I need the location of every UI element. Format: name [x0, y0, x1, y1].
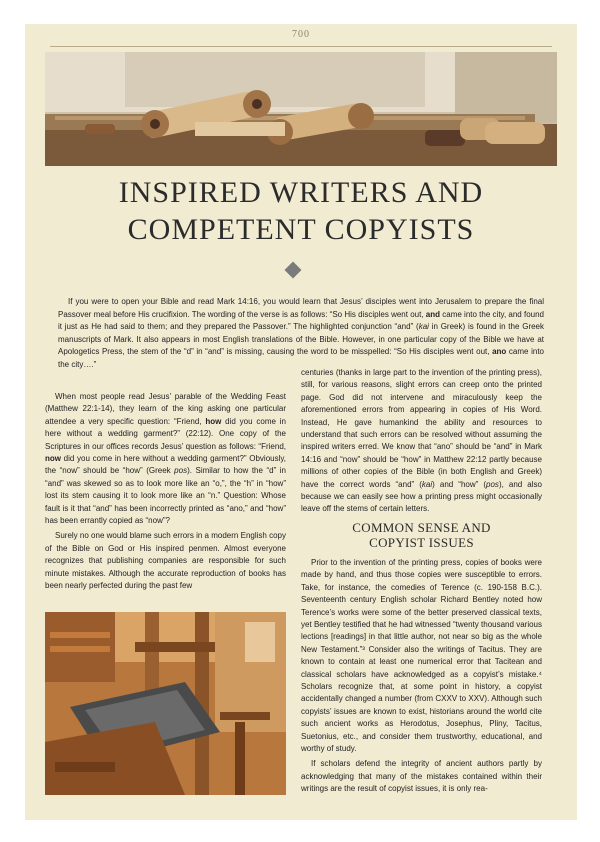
intro-paragraph: [58, 296, 544, 371]
section-subheading: [301, 520, 542, 551]
right-column: [301, 367, 542, 799]
left-p1-text-a: When most people read Jesus’ parable of the Wedding Feast (Matthew 22:1-14), they learn of the king asking one particular attendee a very specific question: “Friend,: [45, 392, 286, 426]
left-p1-bold-now: now: [45, 454, 61, 464]
intro-text-2: came into the city, and found it just as He had said to them; and they prepared the Passover.” The highlighted conjunction “and” (: [58, 309, 544, 331]
intro-bold-ano: ano: [492, 347, 507, 356]
right-p1-text-c: ), and also because we can easily see how a printing press might occasionally leave off the stems of certain letters.: [301, 479, 542, 514]
intro-text-3: in Greek) is found in the Greek manuscripts of Mark. It also appears in most English translations of the Bible. However, in one particular copy of the Bible we have at Apologetics Press, the stem of the “d” in “and” is missing, causing the word to be misspelled: “So His disciples went out,: [58, 322, 545, 356]
right-paragraph-1: [301, 367, 542, 516]
left-p1-italic-pos: pos: [174, 466, 188, 476]
title-line-1: INSPIRED WRITERS AND: [118, 176, 484, 209]
left-paragraph-2: Surely no one would blame such errors in a modern English copy of the Bible on God or His inspired penmen. Almost everyone recognizes that publishing companies are responsible for such minute mistakes. Although the accurate reproduction of books has been nearly perfected during the past few: [45, 531, 286, 591]
subheading-line-1: COMMON SENSE AND: [352, 519, 491, 535]
intro-text-4: came into the city….”: [58, 347, 544, 369]
left-p1-text-c: did you come in here without a wedding garment?” Obviously, the “now” should be “how” (Greek: [45, 454, 286, 476]
title-line-2: COMPETENT COPYISTS: [127, 213, 475, 246]
left-column: [45, 391, 286, 609]
right-p1-text-a: centuries (thanks in large part to the invention of the printing press), still, for various reasons, slight errors can creep onto the printed page. God did not intervene and miraculously keep the aforementioned errors from appearing in copies of His Word. Instead, He gave humankind the ability and resources to understand that such errors can be resolved without assuming the inspired writers erred. We know that “ano” should be “and” in Mark 14:16 and “now” should be “how” in Matthew 22:12 partly because millions of other copies of the Bible (in both English and Greek) have the correct words “and” (: [301, 368, 542, 489]
printing-press-photo: [45, 612, 286, 795]
right-p1-italic-pos: pos: [486, 479, 499, 489]
right-p1-italic-kai: kai: [421, 479, 433, 489]
scrolls-photo: [45, 52, 557, 166]
page: [25, 24, 577, 820]
left-p1-bold-how: how: [205, 416, 222, 426]
diamond-ornament: [285, 262, 302, 279]
right-paragraph-2: Prior to the invention of the printing press, copies of books were made by hand, and thus those copies were susceptible to errors. Take, for instance, the comedies of Terence (c. 190-158 B.C.). Seventeenth century English scholar Richard Bentley noted how Terence’s works were some of the better preserved classical texts, yet Bentley testified that he had witnessed “twenty thousand various lections [readings] in that little author, not near so big as the whole New Testament.”³ Consider also the writings of Tacitus. They are known to contain at least one numerical error that Tacitean and classical scholars have acknowledged as a copyist’s mistake.⁴ Scholars recognize that, at some point in history, a copyist accidentally changed a number (from CXXV to XXV). Although such copyists’ issues are known to exist, historians around the world cite such ancient works as Herodotus, Josephus, Pliny, Tacitus, Suetonius, etc., and consider them trustworthy, educational, and worthy of study.: [301, 557, 542, 753]
article-title: [25, 174, 577, 248]
right-paragraph-3: If scholars defend the integrity of ancient authors partly by acknowledging that many of the mistakes contained within their writings are the result of copyist issues, it is only rea-: [301, 759, 542, 794]
left-paragraph-1: [45, 391, 286, 527]
subheading-line-2: COPYIST ISSUES: [369, 535, 474, 551]
right-p1-text-b: ) and “how” (: [432, 479, 487, 489]
header-rule: [50, 46, 552, 47]
intro-bold-and: and: [425, 309, 441, 319]
left-p1-text-d: ). Similar to how the “d” in “and” was skewed so as to look more like an “o,”, the “h” in “how” lost its stem causing it to look more like an “n.” Question: Whose fault is it that “and” has been incorrectly printed as “ano,” and “how” has been errantly copied as “now”?: [45, 466, 286, 526]
left-p1-text-b: did you come in here without a wedding garment?” (22:12). One copy of the Scriptures in our offices records Jesus’ question as follows: “Friend,: [45, 416, 286, 451]
page-number: 700: [292, 29, 310, 40]
intro-italic-kai: kai: [418, 322, 429, 331]
intro-text-1: If you were to open your Bible and read Mark 14:16, you would learn that Jesus’ disciples went into Jerusalem to prepare the final Passover meal before His crucifixion. The wording of the verse is as follows: “So His disciples went out,: [58, 297, 544, 319]
